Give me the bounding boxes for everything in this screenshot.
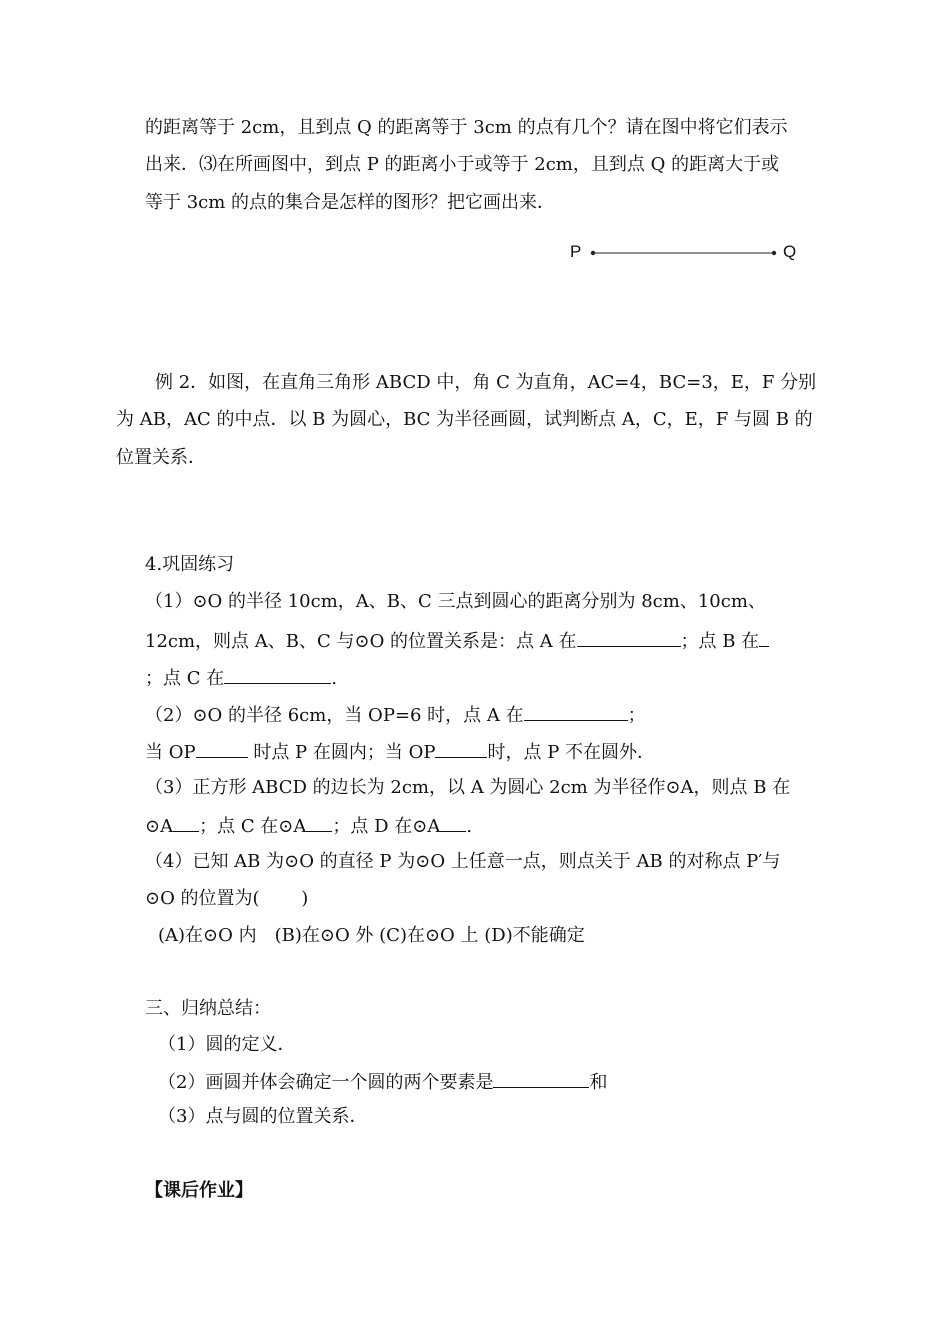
q1-line2-text-a: 12cm，则点 A、B、C 与⊙O 的位置关系是：点 A 在 <box>145 631 577 652</box>
q2-line2-text-c: 时，点 P 不在圆外． <box>487 742 656 763</box>
point-p-label: P <box>570 242 582 261</box>
summary-item3: （3）点与圆的位置关系． <box>158 1106 368 1127</box>
q3-blank-b[interactable] <box>173 813 199 832</box>
q1-line1: （1）⊙O 的半径 10cm，A、B、C 三点到圆心的距离分别为 8cm、10cm、 <box>145 591 766 612</box>
q3-line1: （3）正方形 ABCD 的边长为 2cm，以 A 为圆心 2cm 为半径作⊙A，则点 B 在 <box>145 777 791 798</box>
point-p <box>591 251 595 255</box>
problem3-line2: 出来．⑶在所画图中，到点 P 的距离小于或等于 2cm，且到点 Q 的距离大于或 <box>145 154 780 175</box>
q3-line2-text-a: ⊙A <box>145 816 174 837</box>
q4-line1: （4）已知 AB 为⊙O 的直径 P 为⊙O 上任意一点，则点关于 AB 的对称点 P′与 <box>145 851 781 872</box>
homework-heading: 【课后作业】 <box>145 1180 253 1201</box>
q1-line2-text-b: ；点 B 在 <box>680 631 760 652</box>
q2-line1-text-b: ； <box>627 705 646 726</box>
example2-line1: 例 2．如图，在直角三角形 ABCD 中，角 C 为直角，AC=4，BC=3，E，F 分别 <box>155 372 817 393</box>
q3-blank-d[interactable] <box>440 813 466 832</box>
q2-line1 <box>145 702 646 728</box>
q2-blank-b[interactable] <box>196 739 248 758</box>
q1-line3-text-b: . <box>331 668 337 689</box>
problem3-line1: 的距离等于 2cm，且到点 Q 的距离等于 3cm 的点有几个？请在图中将它们表示 <box>145 117 788 138</box>
problem3-line3: 等于 3cm 的点的集合是怎样的图形？把它画出来． <box>145 192 556 213</box>
q2-blank-c[interactable] <box>435 739 487 758</box>
summary-item1: （1）圆的定义． <box>158 1034 296 1055</box>
q2-line2 <box>145 739 655 765</box>
q2-line1-text-a: （2）⊙O 的半径 6cm，当 OP=6 时，点 A 在 <box>145 705 524 726</box>
q4-line2: ⊙O 的位置为( ) <box>145 888 309 909</box>
example2-line2: 为 AB，AC 的中点．以 B 为圆心，BC 为半径画圆，试判断点 A，C，E，F 与圆 B 的 <box>116 409 813 430</box>
q1-line2 <box>145 628 769 654</box>
pq-segment-figure <box>568 240 808 266</box>
point-q <box>772 251 776 255</box>
q4-options: (A)在⊙O 内 (B)在⊙O 外 (C)在⊙O 上 (D)不能确定 <box>158 925 585 946</box>
summary-blank[interactable] <box>493 1069 589 1088</box>
q1-line3 <box>145 665 337 691</box>
summary-item2-text-a: （2）画圆并体会确定一个圆的两个要素是 <box>158 1072 494 1093</box>
summary-title: 三、归纳总结： <box>145 998 271 1019</box>
q3-line2-text-b: ；点 C 在⊙A <box>199 816 307 837</box>
q3-line2 <box>145 813 472 839</box>
summary-item2-text-b: 和 <box>589 1072 608 1093</box>
q2-blank-a[interactable] <box>524 702 628 721</box>
q1-blank-c[interactable] <box>224 665 331 684</box>
q2-line2-text-b: 时点 P 在圆内；当 OP <box>247 742 436 763</box>
example2-line3: 位置关系． <box>116 447 206 468</box>
q1-blank-b[interactable] <box>759 628 769 647</box>
summary-item2 <box>158 1069 607 1095</box>
point-q-label: Q <box>783 242 797 261</box>
q3-line2-text-d: . <box>466 816 473 837</box>
q3-blank-c[interactable] <box>306 813 332 832</box>
q3-line2-text-c: ；点 D 在⊙A <box>332 816 441 837</box>
practice-title: 4.巩固练习 <box>145 554 235 575</box>
segment-pq <box>568 240 808 266</box>
q1-blank-a[interactable] <box>577 628 681 647</box>
q1-line3-text-a: ；点 C 在 <box>145 668 225 689</box>
q2-line2-text-a: 当 OP <box>145 742 196 763</box>
